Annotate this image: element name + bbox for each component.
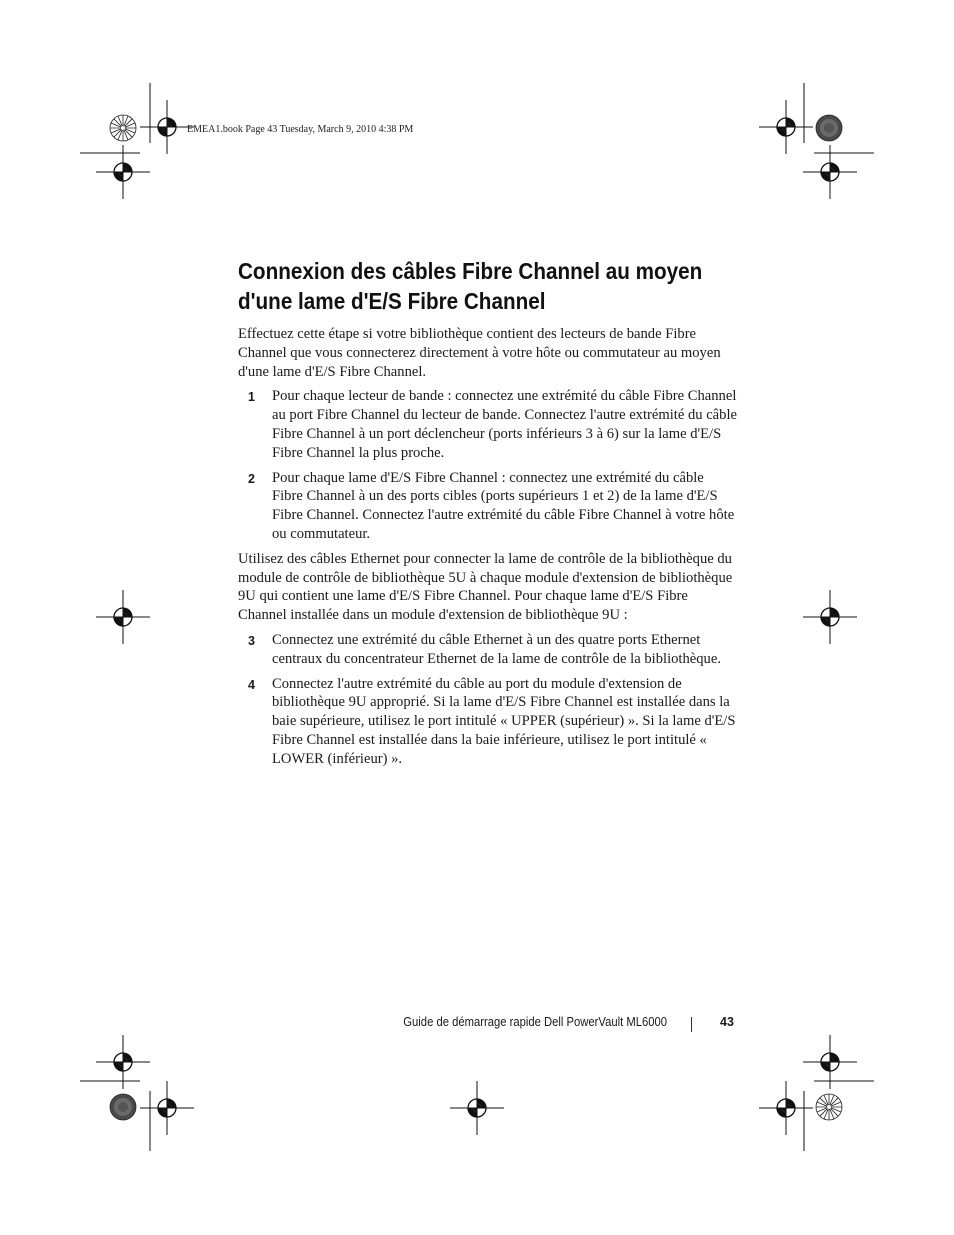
step-number: 2 bbox=[248, 471, 255, 486]
intro-paragraph: Effectuez cette étape si votre bibliothèque contient des lecteurs de bande Fibre Channel que vous connecterez directement à votre hôte ou commutateur au moyen d'une lame d'E/S Fibre Channel. bbox=[238, 326, 721, 380]
page-content bbox=[238, 256, 738, 775]
step-item bbox=[238, 469, 738, 544]
step-item bbox=[238, 387, 738, 462]
step-number: 1 bbox=[248, 390, 255, 405]
footer-guide-title: Guide de démarrage rapide Dell PowerVault ML6000 bbox=[403, 1015, 667, 1029]
step-item bbox=[238, 631, 738, 669]
step-item bbox=[238, 675, 738, 769]
page-footer bbox=[0, 1015, 954, 1037]
step-list-b bbox=[238, 631, 738, 769]
section-title: Connexion des câbles Fibre Channel au moyen d'une lame d'E/S Fibre Channel bbox=[238, 258, 703, 314]
step-text: Pour chaque lame d'E/S Fibre Channel : connectez une extrémité du câble Fibre Channel à un des ports cibles (ports supérieurs 1 et 2) de la lame d'E/S Fibre Channel. Connectez l'autre extrémité du câble Fibre Channel à votre hôte ou commutateur. bbox=[272, 469, 735, 542]
step-text: Connectez une extrémité du câble Ethernet à un des quatre ports Ethernet centraux du concentrateur Ethernet de la lame de contrôle de la bibliothèque. bbox=[272, 631, 721, 667]
footer-separator bbox=[691, 1017, 692, 1032]
step-number: 3 bbox=[248, 633, 255, 648]
step-number: 4 bbox=[248, 677, 255, 692]
step-list-a bbox=[238, 387, 738, 543]
step-text: Connectez l'autre extrémité du câble au port du module d'extension de bibliothèque 9U approprié. Si la lame d'E/S Fibre Channel est installée dans la baie supérieure, utilisez le port intitulé « UPPER (supérieur) ». Si la lame d'E/S Fibre Channel est installée dans la baie inférieure, utilisez le port intitulé « LOWER (inférieur) ». bbox=[272, 675, 736, 767]
page-number: 43 bbox=[720, 1015, 734, 1029]
middle-paragraph: Utilisez des câbles Ethernet pour connecter la lame de contrôle de la bibliothèque du module de contrôle de bibliothèque 5U à chaque module d'extension de bibliothèque 9U qui contient une lame d'E/S Fibre Channel. Pour chaque lame d'E/S Fibre Channel installée dans un module d'extension de bibliothèque 9U : bbox=[238, 550, 733, 624]
print-slug: EMEA1.book Page 43 Tuesday, March 9, 2010 4:38 PM bbox=[187, 124, 414, 135]
step-text: Pour chaque lecteur de bande : connectez une extrémité du câble Fibre Channel au port Fibre Channel du lecteur de bande. Connectez l'autre extrémité du câble Fibre Channel à un port déclencheur (ports inférieurs 3 à 6) sur la lame d'E/S Fibre Channel la plus proche. bbox=[272, 388, 737, 461]
